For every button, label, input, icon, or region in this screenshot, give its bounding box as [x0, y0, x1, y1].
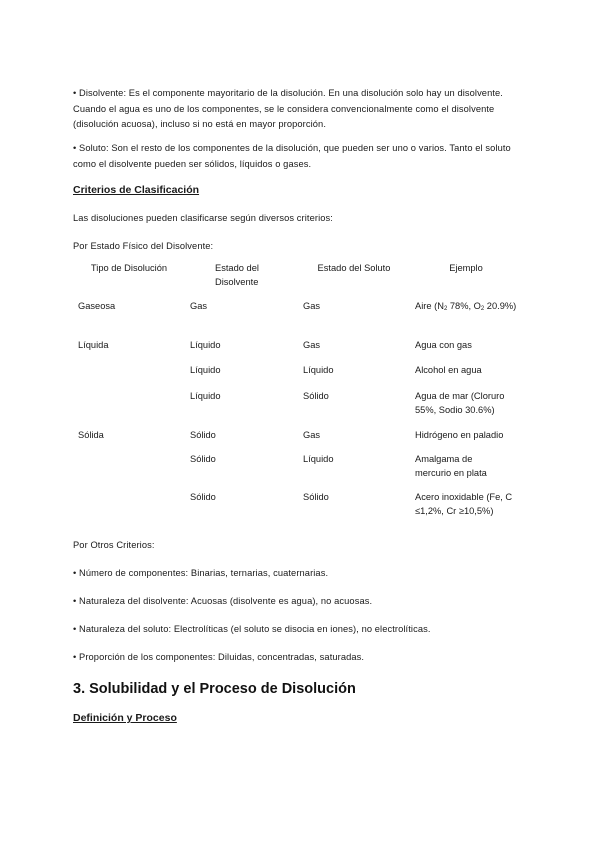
criterios-heading: Criterios de Clasificación	[73, 184, 200, 196]
paragraph-disolvente: • Disolvente: Es el componente mayoritario de la disolución. En una disolución solo hay un disolvente. Cuando el agua es uno de los componentes, se le considera convencionalmente como el disolvente (disolución acuosa), incluso si no está en mayor proporción.	[73, 88, 503, 129]
table-cell-ejemplo: Acero inoxidable (Fe, C ≤1,2%, Cr ≥10,5%)	[415, 492, 513, 516]
table-cell-ejemplo: Agua con gas	[415, 340, 472, 350]
criterios-intro: Las disoluciones pueden clasificarse según diversos criterios:	[73, 213, 333, 223]
otros-criterios-label: Por Otros Criterios:	[73, 540, 155, 550]
section-3-heading: 3. Solubilidad y el Proceso de Disolución	[73, 681, 356, 697]
table-header-disolvente: Estado del Disolvente	[215, 263, 259, 287]
table-cell-disolvente: Sólido	[190, 492, 216, 502]
list-item: • Número de componentes: Binarias, ternarias, cuaternarias.	[73, 568, 329, 578]
table-cell-ejemplo: Agua de mar (Cloruro 55%, Sodio 30.6%)	[415, 391, 505, 415]
table-cell-disolvente: Líquido	[190, 391, 221, 401]
table-cell-ejemplo: Alcohol en agua	[415, 365, 482, 375]
table-cell-soluto: Gas	[303, 301, 321, 311]
table-cell-tipo: Gaseosa	[78, 301, 116, 311]
table-cell-tipo: Líquida	[78, 340, 109, 350]
table-cell-disolvente: Líquido	[190, 365, 221, 375]
table-cell-soluto: Sólido	[303, 492, 329, 502]
list-item: • Naturaleza del disolvente: Acuosas (disolvente es agua), no acuosas.	[73, 596, 373, 606]
table-cell-soluto: Gas	[303, 340, 321, 350]
table-cell-soluto: Líquido	[303, 365, 334, 375]
estado-fisico-label: Por Estado Físico del Disolvente:	[73, 241, 214, 251]
paragraph-soluto: • Soluto: Son el resto de los componentes de la disolución, que pueden ser uno o varios. Tanto el soluto como el disolvente pueden ser sólidos, líquidos o gases.	[73, 143, 511, 169]
table-header-tipo: Tipo de Disolución	[90, 263, 168, 273]
table-cell-tipo: Sólida	[78, 430, 104, 440]
table-cell-disolvente: Líquido	[190, 340, 221, 350]
table-cell-disolvente: Gas	[190, 301, 208, 311]
definicion-heading: Definición y Proceso	[73, 712, 177, 724]
table-cell-ejemplo: Aire (N2 78%, O2 20.9%)	[415, 301, 517, 312]
table-cell-soluto: Gas	[303, 430, 321, 440]
table-cell-soluto: Líquido	[303, 454, 334, 464]
table-cell-ejemplo: Hidrógeno en paladio	[415, 430, 504, 440]
list-item: • Proporción de los componentes: Diluidas, concentradas, saturadas.	[73, 652, 365, 662]
table-cell-disolvente: Sólido	[190, 430, 216, 440]
table-header-ejemplo: Ejemplo	[449, 263, 483, 273]
table-cell-soluto: Sólido	[303, 391, 329, 401]
table-cell-ejemplo: Amalgama de mercurio en plata	[415, 454, 487, 478]
table-cell-disolvente: Sólido	[190, 454, 216, 464]
list-item: • Naturaleza del soluto: Electrolíticas (el soluto se disocia en iones), no electrolíticas.	[73, 624, 431, 634]
table-header-soluto: Estado del Soluto	[317, 263, 391, 273]
